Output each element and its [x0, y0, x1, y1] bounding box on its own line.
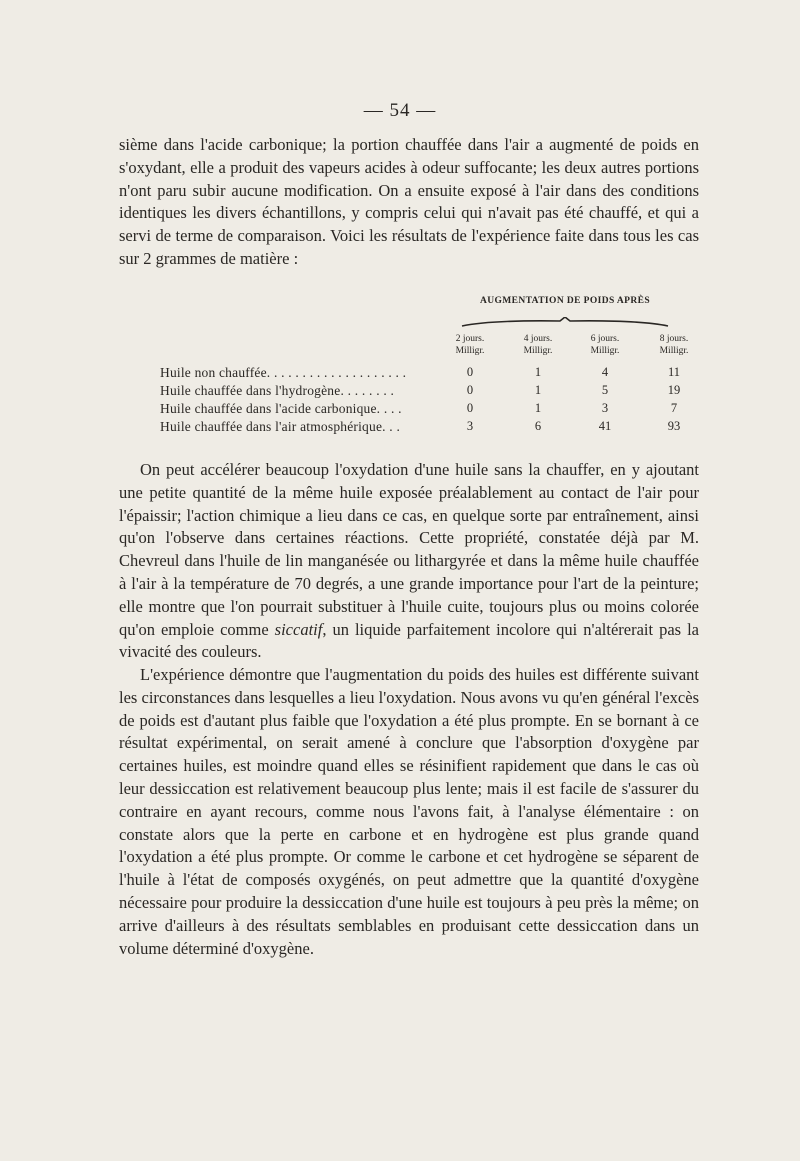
italic-term-siccatif: siccatif	[274, 619, 323, 639]
table-cell: 1	[534, 401, 542, 415]
table-cell: 0	[466, 383, 474, 397]
table-cell: 6	[534, 419, 542, 433]
table-cell: 5	[601, 383, 609, 397]
column-unit: Milligr.	[590, 346, 620, 356]
table-cell: 3	[466, 419, 474, 433]
column-days: 8 jours.	[659, 334, 689, 344]
table-title: AUGMENTATION DE POIDS APRÈS	[479, 296, 651, 306]
paragraph-oxidation-acceleration	[119, 459, 699, 664]
column-days: 4 jours.	[523, 334, 553, 344]
row-label: Huile chauffée dans l'hydrogène. . . . . . . .	[160, 383, 395, 398]
table-cell: 11	[667, 365, 681, 379]
table-cell: 0	[466, 401, 474, 415]
table-row	[160, 383, 680, 401]
table-cell: 3	[601, 401, 609, 415]
table-row	[160, 419, 680, 437]
paragraph-weight-increase: L'expérience démontre que l'augmentation du poids des huiles est différente suivant les circonstances dans lesquelles a lieu l'oxydation. Nous avons vu qu'en général l'excès de poids est d'autant plus faible que l'oxydation a été plus prompte. En se bornant à ce résultat expérimental, on serait amené à conclure que l'absorption d'oxygène par certaines huiles, est moindre quand elles se résinifient rapidement que dans le cas où leur dessiccation est relativement beaucoup plus lente; mais il est facile de s'assurer du contraire en ayant recours, comme nous l'avons fait, à l'analyse élémentaire : on constate alors que la perte en carbone et en hydrogène est plus grande quand l'oxydation a été plus prompte. Or comme le carbone et cet hydrogène se séparent de l'huile à l'état de composés oxygénés, on peut admettre que la quantité d'oxygène nécessaire pour produire la dessiccation d'une huile est toujours à peu près la même; on arrive d'ailleurs à des résultats semblables en produisant cette dessiccation dans un volume déterminé d'oxygène.	[119, 665, 699, 958]
column-head-6-days	[575, 333, 635, 357]
row-label: Huile chauffée dans l'acide carbonique. . . .	[160, 401, 402, 416]
column-unit: Milligr.	[659, 346, 689, 356]
table-cell: 19	[667, 383, 681, 397]
table-cell: 4	[601, 365, 609, 379]
paragraph-intro: sième dans l'acide carbonique; la portion chauffée dans l'air a augmenté de poids en s'oxydant, elle a produit des vapeurs acides à odeur suffocante; les deux autres portions n'ont paru subir aucune modification. On a ensuite exposé à l'air dans des conditions identiques les divers échantillons, y compris celui qui n'avait pas été chauffé, et qui a servi de terme de comparaison. Voici les résultats de l'expérience faite dans tous les cas sur 2 grammes de matière :	[119, 135, 699, 268]
table-cell: 93	[667, 419, 681, 433]
page-number: — 54 —	[363, 100, 437, 121]
table-cell: 1	[534, 383, 542, 397]
column-unit: Milligr.	[455, 346, 485, 356]
table-cell: 1	[534, 365, 542, 379]
table-brace	[460, 317, 670, 327]
column-days: 2 jours.	[455, 334, 485, 344]
table-cell: 7	[670, 401, 678, 415]
column-head-2-days	[440, 333, 500, 357]
table-cell: 0	[466, 365, 474, 379]
row-label: Huile chauffée dans l'air atmosphérique. . .	[160, 419, 401, 434]
column-head-8-days	[644, 333, 704, 357]
table-row	[160, 365, 680, 383]
row-label: Huile non chauffée. . . . . . . . . . . . . . . . . . . .	[160, 365, 407, 380]
table-row	[160, 401, 680, 419]
table-cell: 41	[598, 419, 612, 433]
column-head-4-days	[508, 333, 568, 357]
paragraph-text: , un liquide parfaitement incolore qui n'altérerait pas la vivacité des couleurs.	[119, 619, 699, 662]
column-days: 6 jours.	[590, 334, 620, 344]
paragraph-text: On peut accélérer beaucoup l'oxydation d'une huile sans la chauffer, en y ajoutant une petite quantité de la même huile exposée préalablement au contact de l'air pour l'épaissir; l'action chimique a lieu dans ce cas, en quelque sorte par entraînement, ainsi qu'on l'observe dans certaines réactions. Cette propriété, constatée déjà par M. Chevreul dans l'huile de lin manganésée ou lithargyrée et dans la même huile chauffée à l'air à la température de 70 degrés, a une grande importance pour l'art de la peinture; elle montre que l'on pourrait substituer à l'huile cuite, toujours plus ou moins colorée qu'on emploie comme	[119, 460, 699, 639]
column-unit: Milligr.	[523, 346, 553, 356]
